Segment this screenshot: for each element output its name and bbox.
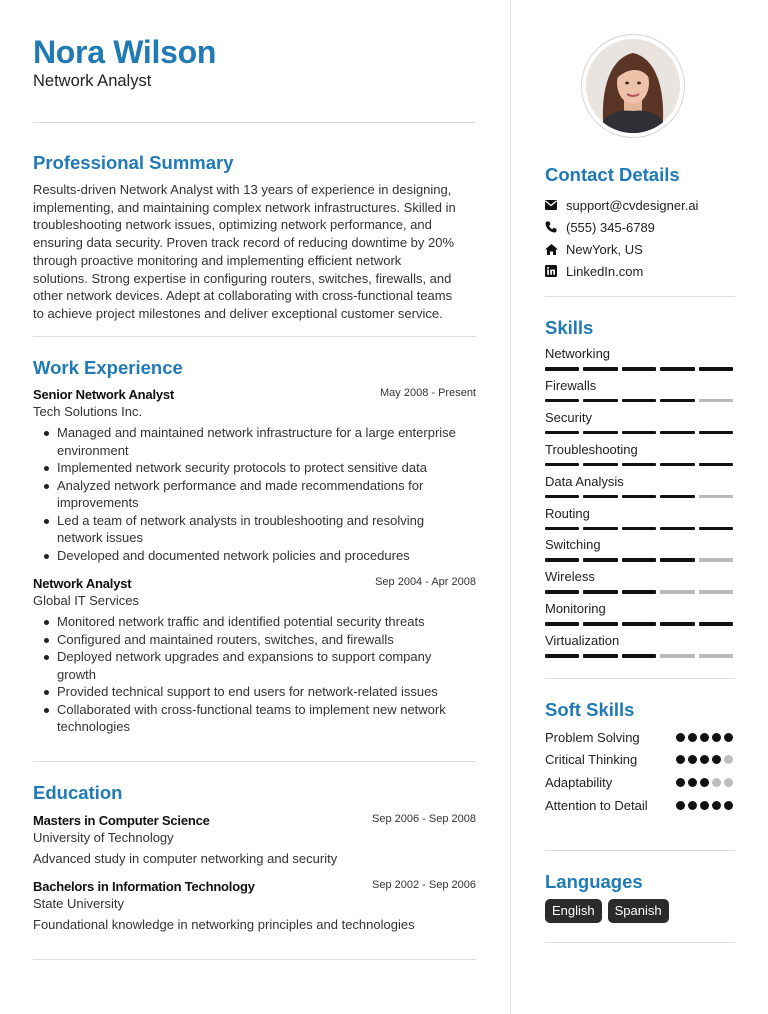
linkedin-icon xyxy=(545,265,566,277)
skill-level-segment xyxy=(545,431,579,435)
skill-level-segment xyxy=(699,590,733,594)
rating-dot xyxy=(676,801,685,810)
bullet-item xyxy=(33,683,476,701)
bullet-line: technologies xyxy=(57,719,130,734)
summary-heading: Professional Summary xyxy=(33,152,234,173)
languages-list xyxy=(545,899,669,923)
divider xyxy=(33,122,476,123)
skill-name: Data Analysis xyxy=(545,473,624,489)
skill-level-segment xyxy=(545,622,579,626)
skill-item xyxy=(545,633,735,658)
skill-level-segment xyxy=(622,399,656,403)
rating-dot xyxy=(724,733,733,742)
skill-level-segment xyxy=(545,367,579,371)
job-title: Senior Network Analyst xyxy=(33,387,175,402)
portrait-illustration xyxy=(586,39,680,133)
job-company: Global IT Services xyxy=(33,593,139,608)
rating-dot xyxy=(712,778,721,787)
bullet-line: Monitored network traffic and identified potential security threats xyxy=(57,614,425,629)
bullet-line: improvements xyxy=(57,495,139,510)
language-tag: Spanish xyxy=(608,899,669,923)
soft-skill-rating xyxy=(676,778,733,787)
skill-item xyxy=(545,346,735,371)
summary-line: other network devices. Adept at collaborating with cross-functional teams xyxy=(33,288,453,304)
job-entry xyxy=(33,387,476,564)
rating-dot xyxy=(724,801,733,810)
rating-dot xyxy=(712,733,721,742)
skill-level-segment xyxy=(622,558,656,562)
skill-level-bar xyxy=(545,558,735,562)
skill-name: Networking xyxy=(545,346,611,361)
languages-heading: Languages xyxy=(545,871,643,892)
skill-level-segment xyxy=(545,463,579,467)
rating-dot xyxy=(688,755,697,764)
rating-dot xyxy=(688,778,697,787)
rating-dot xyxy=(724,755,733,764)
profile-photo xyxy=(581,34,685,138)
experience-heading: Work Experience xyxy=(33,357,183,378)
school: State University xyxy=(33,896,125,911)
skill-level-segment xyxy=(699,527,733,531)
summary-line: troubleshooting network issues, optimizing network performance, and xyxy=(33,217,432,233)
divider xyxy=(545,850,735,851)
divider xyxy=(545,296,735,297)
bullet-line: Configured and maintained routers, switches, and firewalls xyxy=(57,631,394,647)
skill-name: Switching xyxy=(545,537,601,553)
skill-level-segment xyxy=(660,431,694,435)
bullet-line: Provided technical support to end users for network-related issues xyxy=(57,684,438,699)
soft-skill-name: Adaptability xyxy=(545,775,613,790)
bullet-line: network issues xyxy=(57,530,143,545)
skill-level-segment xyxy=(660,399,694,403)
skill-level-segment xyxy=(699,463,733,467)
skill-level-segment xyxy=(660,463,694,467)
skill-level-segment xyxy=(583,495,617,499)
skill-level-segment xyxy=(622,431,656,435)
job-bullets xyxy=(33,424,476,564)
skill-level-segment xyxy=(699,399,733,403)
skill-level-segment xyxy=(622,495,656,499)
skill-level-segment xyxy=(622,527,656,531)
bullet-line: Deployed network upgrades and expansions to support company xyxy=(57,649,432,664)
summary-line: Results-driven Network Analyst with 13 years of experience in designing, xyxy=(33,182,452,197)
divider xyxy=(545,942,735,943)
envelope-icon xyxy=(545,200,566,210)
skill-level-segment xyxy=(583,654,617,658)
rating-dot xyxy=(676,733,685,742)
bullet-item xyxy=(33,613,476,631)
summary-line: through proactive monitoring and implementing efficient network xyxy=(33,252,402,268)
education-description: Foundational knowledge in networking principles and technologies xyxy=(33,917,415,932)
divider xyxy=(545,678,735,679)
skill-level-segment xyxy=(583,558,617,562)
education-heading: Education xyxy=(33,782,123,803)
summary-line: implementing, and maintaining complex network infrastructures. Skilled in xyxy=(33,199,456,215)
bullet-line: Implemented network security protocols to protect sensitive data xyxy=(57,460,427,475)
bullet-line: Led a team of network analysts in troubleshooting and resolving xyxy=(57,512,425,528)
bullet-item xyxy=(33,701,476,736)
bullet-line: Developed and documented network policies and procedures xyxy=(57,547,410,563)
contact-email[interactable] xyxy=(545,194,735,216)
skill-level-segment xyxy=(699,622,733,626)
skill-name: Monitoring xyxy=(545,601,606,617)
job-date: Sep 2004 - Apr 2008 xyxy=(375,576,476,588)
home-icon xyxy=(545,244,566,255)
skill-name: Firewalls xyxy=(545,377,597,393)
skill-level-bar xyxy=(545,495,735,499)
skill-level-segment xyxy=(699,431,733,435)
soft-skill-rating xyxy=(676,733,733,742)
candidate-title: Network Analyst xyxy=(33,72,152,90)
skills-heading: Skills xyxy=(545,317,594,338)
skill-level-segment xyxy=(545,590,579,594)
divider xyxy=(33,761,476,762)
language-tag: English xyxy=(545,899,602,923)
skill-item xyxy=(545,601,735,626)
school: University of Technology xyxy=(33,830,174,845)
skill-level-bar xyxy=(545,463,735,467)
job-title: Network Analyst xyxy=(33,576,132,591)
bullet-item xyxy=(33,547,476,565)
rating-dot xyxy=(712,801,721,810)
summary-line: solutions. Strong expertise in configuring routers, switches, firewalls, and xyxy=(33,270,452,286)
skill-level-segment xyxy=(583,527,617,531)
skill-level-bar xyxy=(545,431,735,435)
skill-item xyxy=(545,442,735,467)
candidate-name: Nora Wilson xyxy=(33,34,217,70)
job-company: Tech Solutions Inc. xyxy=(33,404,143,419)
contact-phone[interactable] xyxy=(545,216,735,238)
soft-skill-name: Critical Thinking xyxy=(545,752,638,767)
skill-level-bar xyxy=(545,527,735,531)
soft-skill-name: Problem Solving xyxy=(545,730,640,745)
rating-dot xyxy=(676,755,685,764)
education-entry xyxy=(33,879,476,932)
bullet-item xyxy=(33,648,476,683)
rating-dot xyxy=(688,801,697,810)
soft-skills-heading: Soft Skills xyxy=(545,699,635,720)
skill-level-segment xyxy=(660,527,694,531)
skill-level-segment xyxy=(545,558,579,562)
job-date: May 2008 - Present xyxy=(380,387,476,399)
skill-level-segment xyxy=(583,622,617,626)
skill-name: Security xyxy=(545,409,592,425)
skill-level-bar xyxy=(545,399,735,403)
skill-name: Virtualization xyxy=(545,633,620,649)
job-bullets xyxy=(33,613,476,736)
skill-level-segment xyxy=(545,654,579,658)
skill-level-segment xyxy=(699,367,733,371)
skill-level-bar xyxy=(545,654,735,658)
skill-item xyxy=(545,506,735,531)
rating-dot xyxy=(688,733,697,742)
soft-skill-name: Attention to Detail xyxy=(545,798,648,813)
bullet-line: Collaborated with cross-functional teams to implement new network xyxy=(57,701,446,717)
divider xyxy=(33,336,476,337)
contact-location xyxy=(545,238,735,260)
contact-text: LinkedIn.com xyxy=(566,263,644,279)
skill-item xyxy=(545,410,735,435)
skill-level-segment xyxy=(545,527,579,531)
bullet-line: Managed and maintained network infrastructure for a large enterprise xyxy=(57,425,456,440)
education-date: Sep 2006 - Sep 2008 xyxy=(372,813,476,825)
skill-level-segment xyxy=(622,367,656,371)
rating-dot xyxy=(700,801,709,810)
skill-level-segment xyxy=(583,463,617,467)
degree: Bachelors in Information Technology xyxy=(33,879,255,894)
divider xyxy=(33,959,476,960)
skill-level-segment xyxy=(622,622,656,626)
skill-name: Troubleshooting xyxy=(545,441,638,457)
bullet-item xyxy=(33,477,476,512)
rating-dot xyxy=(700,733,709,742)
job-entry xyxy=(33,576,476,736)
skill-level-segment xyxy=(660,367,694,371)
degree: Masters in Computer Science xyxy=(33,813,210,828)
rating-dot xyxy=(724,778,733,787)
skill-item xyxy=(545,537,735,562)
skill-level-bar xyxy=(545,367,735,371)
contact-text: (555) 345-6789 xyxy=(566,219,655,235)
contact-list xyxy=(545,194,735,282)
bullet-line: Analyzed network performance and made recommendations for xyxy=(57,477,424,493)
skill-level-segment xyxy=(545,495,579,499)
bullet-item xyxy=(33,631,476,649)
skill-level-segment xyxy=(699,558,733,562)
skill-level-segment xyxy=(699,495,733,499)
summary-line: to achieve project milestones and deliver exceptional customer service. xyxy=(33,305,443,321)
skill-level-segment xyxy=(583,367,617,371)
education-date: Sep 2002 - Sep 2006 xyxy=(372,879,476,891)
skill-level-bar xyxy=(545,590,735,594)
skill-level-segment xyxy=(660,590,694,594)
skill-level-bar xyxy=(545,622,735,626)
skill-level-segment xyxy=(699,654,733,658)
phone-icon xyxy=(545,221,566,233)
skill-item xyxy=(545,569,735,594)
bullet-line: environment xyxy=(57,442,129,458)
contact-text: support@cvdesigner.ai xyxy=(566,197,699,213)
bullet-item xyxy=(33,512,476,547)
contact-heading: Contact Details xyxy=(545,164,680,185)
skill-level-segment xyxy=(583,590,617,594)
bullet-item xyxy=(33,424,476,459)
sidebar xyxy=(510,0,768,1014)
education-entry xyxy=(33,813,476,866)
bullet-item xyxy=(33,459,476,477)
skill-level-segment xyxy=(583,431,617,435)
skill-level-segment xyxy=(622,463,656,467)
skill-level-segment xyxy=(622,654,656,658)
summary-line: ensuring data security. Proven track record of reducing downtime by 20% xyxy=(33,235,455,251)
skill-level-segment xyxy=(660,622,694,626)
rating-dot xyxy=(712,755,721,764)
skill-level-segment xyxy=(660,495,694,499)
soft-skill-rating xyxy=(676,755,733,764)
rating-dot xyxy=(700,778,709,787)
rating-dot xyxy=(700,755,709,764)
skill-level-segment xyxy=(545,399,579,403)
contact-linkedin[interactable] xyxy=(545,260,735,282)
skill-level-segment xyxy=(660,654,694,658)
skill-item xyxy=(545,378,735,403)
skill-level-segment xyxy=(622,590,656,594)
bullet-line: growth xyxy=(57,666,97,682)
skill-level-segment xyxy=(660,558,694,562)
soft-skill-rating xyxy=(676,801,733,810)
skill-name: Routing xyxy=(545,505,590,521)
summary-text xyxy=(33,181,476,323)
education-description: Advanced study in computer networking and security xyxy=(33,851,338,866)
rating-dot xyxy=(676,778,685,787)
skill-name: Wireless xyxy=(545,569,595,585)
contact-text: NewYork, US xyxy=(566,241,643,257)
skill-level-segment xyxy=(583,399,617,403)
skill-item xyxy=(545,474,735,499)
